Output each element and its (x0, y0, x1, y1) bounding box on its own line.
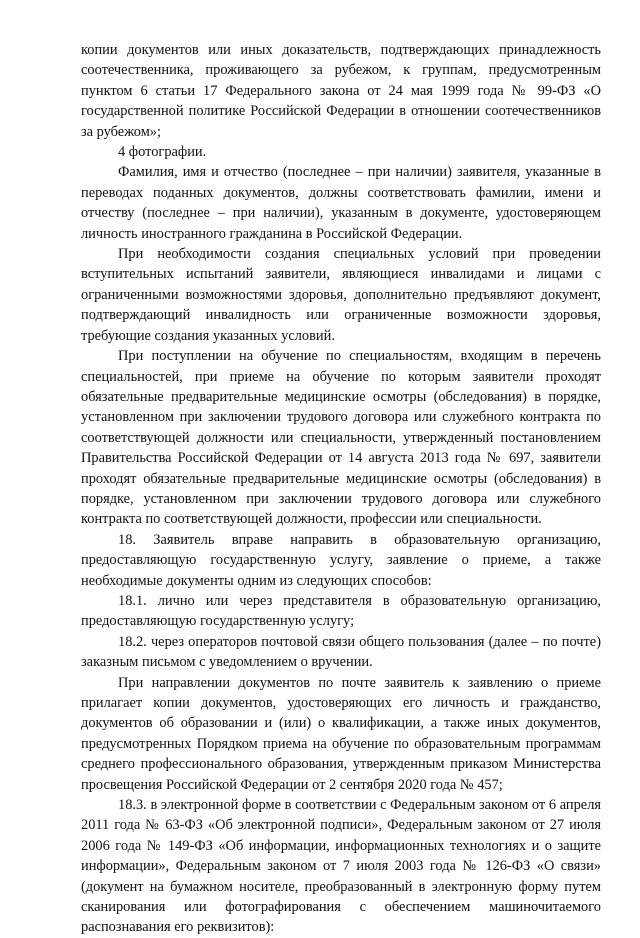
paragraph-name-matching: Фамилия, имя и отчество (последнее – при наличии) заявителя, указанные в переводах поданных документов, должны соответствовать фамилии, имени и отчеству (последнее – при наличии), указанным в документе, удостоверяющем личность иностранного гражданина в Российской Федерации. (81, 164, 601, 242)
paragraph-photographs: 4 фотографии. (118, 144, 207, 161)
paragraph-section-18-2: 18.2. через операторов почтовой связи общего пользования (далее – по почте) заказным письмом с уведомлением о вручении. (81, 633, 601, 671)
document-page (81, 40, 601, 938)
paragraph-special-conditions: При необходимости создания специальных условий при проведении вступительных испытаний заявители, являющиеся инвалидами и лицами с ограниченными возможностями здоровья, дополнительно предъявляют документ, подтверждающий инвалидность или ограниченные возможности здоровья, требующие создания указанных условий. (81, 246, 601, 344)
paragraph-section-18: 18. Заявитель вправе направить в образовательную организацию, предоставляющую государственную услугу, заявление о приеме, а также необходимые документы одним из следующих способов: (81, 531, 601, 589)
paragraph-compatriot-documents: копии документов или иных доказательств, подтверждающих принадлежность соотечественника, проживающего за рубежом, к группам, предусмотренным пунктом 6 статьи 17 Федерального закона от 24 мая 1999 года № 99-ФЗ «О государственной политике Российской Федерации в отношении соотечественников за рубежом»; (81, 42, 601, 140)
paragraph-section-18-3: 18.3. в электронной форме в соответствии с Федеральным законом от 6 апреля 2011 года № 63-ФЗ «Об электронной подписи», Федеральным законом от 27 июля 2006 года № 149-ФЗ «Об информации, информационных технологиях и о защите информации», Федеральным законом от 7 июля 2003 года № 126-ФЗ «О связи» (документ на бумажном носителе, преобразованный в электронную форму путем сканирования или фотографирования с обеспечением машиночитаемого распознавания его реквизитов): (81, 797, 601, 936)
paragraph-medical-examinations: При поступлении на обучение по специальностям, входящим в перечень специальностей, при приеме на обучение по которым заявители проходят обязательные предварительные медицинские осмотры (обследования) в порядке, установленном при заключении трудового договора или служебного контракта по соответствующей должности или специальности, утвержденный постановлением Правительства Российской Федерации от 14 августа 2013 года № 697, заявители проходят обязательные предварительные медицинские осмотры (обследования) в порядке, установленном при заключении трудового договора или служебного контракта по соответствующей должности, профессии или специальности. (81, 348, 601, 528)
paragraph-postal-submission: При направлении документов по почте заявитель к заявлению о приеме прилагает копии документов, удостоверяющих его личность и гражданство, документов об образовании и (или) о квалификации, а также иных документов, предусмотренных Порядком приема на обучение по образовательным программам среднего профессионального образования, утвержденным приказом Министерства просвещения Российской Федерации от 2 сентября 2020 года № 457; (81, 674, 601, 793)
paragraph-section-18-1: 18.1. лично или через представителя в образовательную организацию, предоставляющую государственную услугу; (81, 592, 601, 630)
